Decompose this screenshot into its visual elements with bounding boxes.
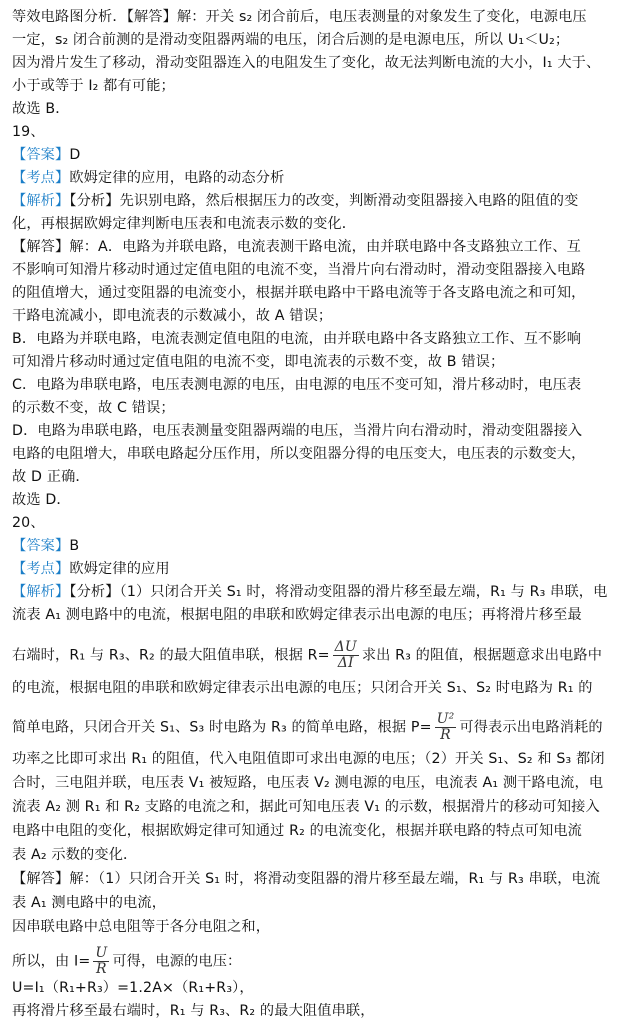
topic-value: 欧姆定律的应用，电路的动态分析 bbox=[69, 170, 285, 186]
fraction-u-over-r bbox=[93, 946, 109, 977]
text-line: 化，再根据欧姆定律判断电压表和电流表示数的变化． bbox=[12, 216, 357, 232]
text-line: 因为滑片发生了移动，滑动变阻器连入的电阻发生了变化，故无法判断电流的大小，I₁ 大于、 bbox=[12, 55, 601, 71]
text-line: C．电路为串联电路，电压表测电源的电压，由电源的电压不变可知，滑片移动时，电压表 bbox=[12, 377, 582, 393]
text-line: 可知滑片移动时通过定值电阻的电流不变，即电流表的示数不变，故 B 错误； bbox=[12, 354, 505, 370]
text-line: D．电路为串联电路，电压表测量变阻器两端的电压，当滑片向右滑动时，滑动变阻器接入 bbox=[12, 423, 583, 439]
text-line: 等效电路图分析．【解答】解：开关 s₂ 闭合前后，电压表测量的对象发生了变化，电源电压 bbox=[12, 9, 587, 25]
text-line: U=I₁（R₁+R₃）=1.2A×（R₁+R₃）， bbox=[12, 980, 254, 996]
topic-line bbox=[12, 166, 284, 190]
text-line: 流表 A₂ 测 R₁ 和 R₂ 支路的电流之和，据此可知电压表 V₁ 的示数，根据滑片的移动可知接入 bbox=[12, 799, 600, 815]
text-line: 不影响可知滑片移动时通过定值电阻的电流不变，当滑片向右滑动时，滑动变阻器接入电路 bbox=[12, 262, 586, 278]
text-segment: 简单电路，只闭合开关 S₁、S₃ 时电路为 R₃ 的简单电路，根据 P= bbox=[12, 719, 432, 736]
fraction-denominator: R bbox=[96, 961, 107, 977]
text-line-with-formula bbox=[12, 946, 241, 977]
text-line-with-formula bbox=[12, 712, 603, 743]
text-line: 电路中电阻的变化，根据欧姆定律可知通过 R₂ 的电流变化，根据并联电路的特点可知电流 bbox=[12, 823, 582, 839]
answer-tag: 【答案】 bbox=[12, 538, 70, 554]
text-line: 再将滑片移至最右端时，R₁ 与 R₃、R₂ 的最大阻值串联， bbox=[12, 1003, 375, 1019]
analysis-line bbox=[12, 189, 578, 213]
text-line: 合时，三电阻并联，电压表 V₁ 被短路，电压表 V₂ 测电源的电压，电流表 A₁ 测干路电流，电 bbox=[12, 775, 604, 791]
answer-tag: 【答案】 bbox=[12, 147, 70, 163]
text-line: 干路电流减小，即电流表的示数减小，故 A 错误； bbox=[12, 308, 333, 324]
text-line: 的阻值增大，通过变阻器的电流变小，根据并联电路中干路电流等于各支路电流之和可知， bbox=[12, 285, 586, 301]
text-line: 功率之比即可求出 R₁ 的阻值，代入电阻值即可求出电源的电压；（2）开关 S₁、S₂ 和 S₃ 都闭 bbox=[12, 751, 605, 767]
text-segment: 可得表示出电路消耗的 bbox=[459, 719, 603, 736]
fraction-numerator: U² bbox=[436, 711, 455, 727]
text-line: 因串联电路中总电阻等于各分电阻之和， bbox=[12, 919, 271, 935]
analysis-tag: 【解析】 bbox=[12, 584, 70, 600]
text-segment: 所以，由 I= bbox=[12, 953, 91, 970]
fraction-delta-u-over-delta-i bbox=[333, 640, 359, 671]
text-line: 表 A₂ 示数的变化． bbox=[12, 847, 138, 863]
question-number: 19、 bbox=[12, 124, 45, 140]
answer-line bbox=[12, 534, 79, 558]
answer-line bbox=[12, 143, 80, 167]
topic-tag: 【考点】 bbox=[12, 561, 70, 577]
topic-tag: 【考点】 bbox=[12, 170, 70, 186]
text-segment: 求出 R₃ 的阻值，根据题意求出电路中 bbox=[361, 647, 603, 664]
analysis-text: 【分析】（1）只闭合开关 S₁ 时，将滑动变阻器的滑片移至最左端，R₁ 与 R₃ 串联，电 bbox=[69, 584, 608, 600]
fraction-numerator: ΔU bbox=[334, 639, 357, 655]
text-segment: 可得，电源的电压： bbox=[112, 953, 242, 970]
text-line: 电路的电阻增大，串联电路起分压作用，所以变阻器分得的电压变大，电压表的示数变大， bbox=[12, 446, 586, 462]
text-line: 【解答】解：A．电路为并联电路，电流表测干路电流，由并联电路中各支路独立工作、互 bbox=[12, 239, 582, 255]
text-line: 表 A₁ 测电路中的电流， bbox=[12, 895, 167, 911]
fraction-u-squared-over-r bbox=[435, 712, 457, 743]
analysis-text: 【分析】先识别电路，然后根据压力的改变，判断滑动变阻器接入电路的阻值的变 bbox=[69, 193, 579, 209]
text-line: 流表 A₁ 测电路中的电流，根据电阻的串联和欧姆定律表示出电源的电压；再将滑片移至最 bbox=[12, 607, 582, 623]
analysis-tag: 【解析】 bbox=[12, 193, 70, 209]
fraction-denominator: ΔI bbox=[337, 655, 354, 671]
topic-line bbox=[12, 557, 170, 581]
text-line: 故选 B． bbox=[12, 101, 70, 117]
text-line: 小于或等于 I₂ 都有可能； bbox=[12, 78, 175, 94]
text-line-with-formula bbox=[12, 640, 602, 671]
text-line: B．电路为并联电路，电流表测定值电阻的电流，由并联电路中各支路独立工作、互不影响 bbox=[12, 331, 582, 347]
text-line: 的示数不变，故 C 错误； bbox=[12, 400, 175, 416]
topic-value: 欧姆定律的应用 bbox=[69, 561, 170, 577]
text-line: 一定，s₂ 闭合前测的是滑动变阻器两端的电压，闭合后测的是电源电压，所以 U₁＜U₂； bbox=[12, 32, 570, 48]
text-line: 故选 D． bbox=[12, 492, 71, 508]
text-line: 【解答】解：（1）只闭合开关 S₁ 时，将滑动变阻器的滑片移至最左端，R₁ 与 R₃ 串联，电流 bbox=[12, 871, 601, 887]
analysis-line bbox=[12, 580, 607, 604]
answer-value: D bbox=[69, 147, 81, 163]
fraction-denominator: R bbox=[440, 727, 451, 743]
answer-value: B bbox=[69, 538, 80, 554]
text-line: 的电流，根据电阻的串联和欧姆定律表示出电源的电压；只闭合开关 S₁、S₂ 时电路为 R₁ 的 bbox=[12, 680, 593, 696]
text-segment: 右端时，R₁ 与 R₃、R₂ 的最大阻值串联，根据 R= bbox=[12, 647, 330, 664]
fraction-numerator: U bbox=[95, 945, 108, 961]
question-number: 20、 bbox=[12, 515, 45, 531]
text-line: 故 D 正确． bbox=[12, 469, 90, 485]
